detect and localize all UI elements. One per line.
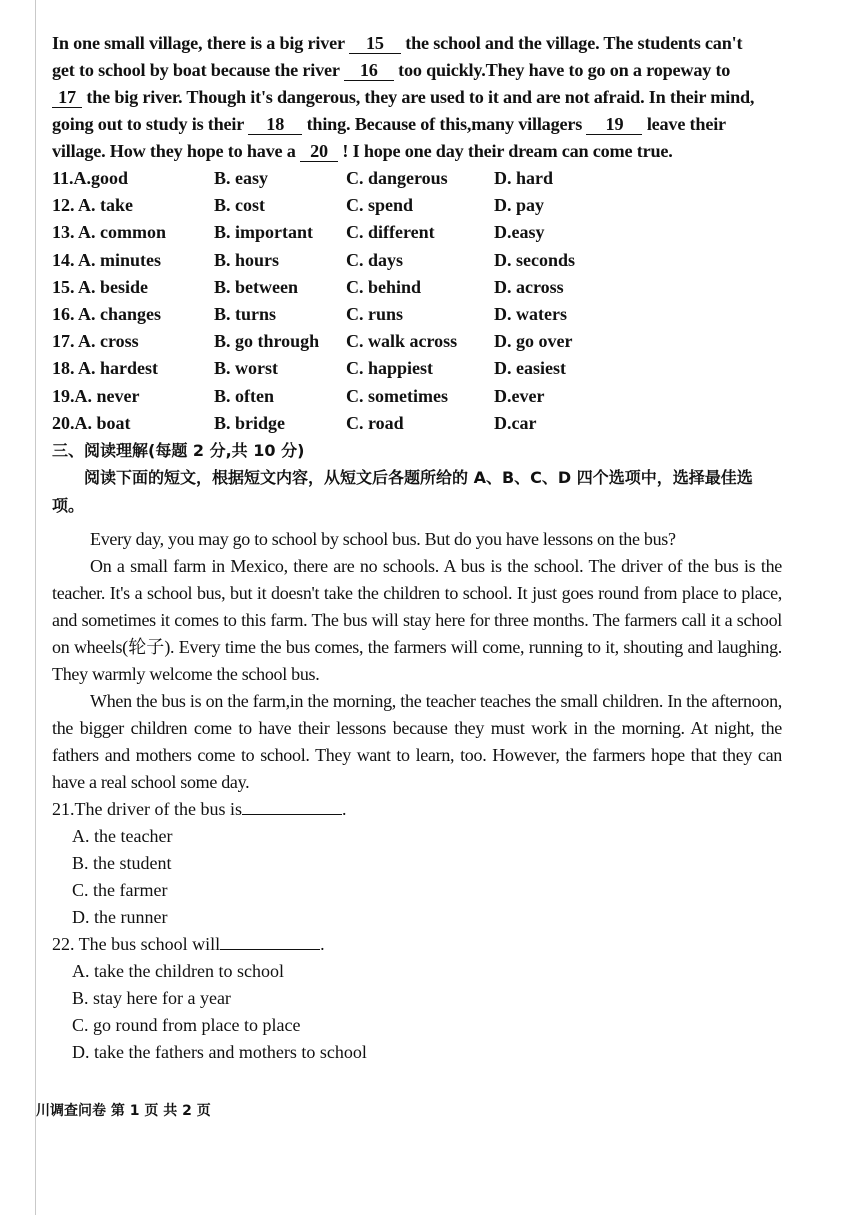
page-edge-line	[35, 0, 36, 1215]
option-a: 17. A. cross	[52, 331, 139, 352]
option-row-12	[52, 192, 782, 219]
option-c: C. days	[346, 249, 404, 270]
cloze-text: the school and the village. The students can't	[405, 33, 743, 53]
passage-paragraph-3: When the bus is on the farm,in the morning, the teacher teaches the small children. In the afternoon, the bigger children come to have their lessons because they must work in the morning. At night, the fathers and mothers come to school. They want to learn, too. However, the farmers hope that they can have a real school some day.	[52, 690, 782, 792]
blank-18: 18	[248, 114, 302, 135]
option-a: 11.A.good	[52, 168, 129, 189]
option-d: D.car	[494, 412, 537, 433]
choice-b: B. the student	[72, 852, 172, 873]
option-b: B. bridge	[214, 412, 286, 433]
option-a: 19.A. never	[52, 385, 140, 406]
option-d: D. go over	[494, 331, 573, 352]
option-d: D. waters	[494, 304, 567, 325]
option-a: 14. A. minutes	[52, 249, 162, 270]
option-d: D. hard	[494, 168, 554, 189]
option-c: C. dangerous	[346, 168, 448, 189]
cloze-line	[52, 84, 782, 111]
option-b: B. often	[214, 385, 274, 406]
passage-paragraph-1: Every day, you may go to school by school bus. But do you have lessons on the bus?	[90, 528, 676, 549]
cloze-line	[52, 57, 782, 84]
blank-17: 17	[52, 87, 82, 108]
choice-c: C. the farmer	[72, 879, 168, 900]
option-row-13	[52, 219, 782, 246]
question-stem: 21.The driver of the bus is	[52, 798, 242, 819]
blank-16: 16	[344, 60, 394, 81]
cloze-text: going out to study is their	[52, 114, 244, 134]
option-row-14	[52, 247, 782, 274]
cloze-text: ! I hope one day their dream can come true.	[342, 141, 673, 161]
cloze-text: thing. Because of this,many villagers	[306, 114, 583, 134]
option-d: D. across	[494, 276, 564, 297]
option-b: B. go through	[214, 331, 320, 352]
question-stem: 22. The bus school will	[52, 933, 221, 954]
option-row-20	[52, 410, 782, 437]
cloze-passage	[52, 30, 782, 165]
choice-a: A. the teacher	[72, 825, 173, 846]
option-b: B. important	[214, 222, 313, 243]
option-c: C. happiest	[346, 358, 434, 379]
option-c: C. road	[346, 412, 404, 433]
option-d: D.easy	[494, 222, 545, 243]
page-footer: 川调查问卷 第 1 页 共 2 页	[36, 1103, 211, 1119]
option-a: 12. A. take	[52, 195, 133, 216]
cloze-line	[52, 30, 782, 57]
cloze-text: In one small village, there is a big river	[52, 33, 345, 53]
choice-d: D. take the fathers and mothers to school	[72, 1041, 367, 1062]
option-d: D.ever	[494, 385, 545, 406]
choice-c: C. go round from place to place	[72, 1014, 301, 1035]
answer-line	[220, 931, 320, 950]
option-row-16	[52, 301, 782, 328]
option-c: C. walk across	[346, 331, 458, 352]
option-b: B. hours	[214, 249, 280, 270]
option-c: C. behind	[346, 276, 422, 297]
cloze-text: the big river. Though it's dangerous, they are used to it and are not afraid. In their mind,	[86, 87, 755, 107]
blank-20: 20	[300, 141, 338, 162]
option-a: 13. A. common	[52, 222, 166, 243]
cloze-text: leave their	[646, 114, 726, 134]
question-end: .	[341, 798, 347, 819]
option-b: B. easy	[214, 168, 268, 189]
blank-15: 15	[349, 33, 401, 54]
choice-b: B. stay here for a year	[72, 987, 231, 1008]
option-row-18	[52, 355, 782, 382]
option-b: B. between	[214, 276, 298, 297]
option-c: C. runs	[346, 304, 404, 325]
choice-a: A. take the children to school	[72, 960, 284, 981]
option-c: C. different	[346, 222, 435, 243]
option-c: C. sometimes	[346, 385, 448, 406]
question-end: .	[320, 933, 325, 954]
choice-d: D. the runner	[72, 906, 168, 927]
cloze-line	[52, 138, 782, 165]
cloze-line	[52, 111, 782, 138]
option-c: C. spend	[346, 195, 414, 216]
option-row-15	[52, 274, 782, 301]
option-d: D. seconds	[494, 249, 576, 270]
option-b: B. turns	[214, 304, 277, 325]
question-21	[52, 796, 782, 823]
option-a: 16. A. changes	[52, 304, 162, 325]
option-b: B. cost	[214, 195, 265, 216]
section-title: 三、阅读理解(每题 2 分,共 10 分)	[52, 440, 305, 460]
option-a: 15. A. beside	[52, 276, 149, 297]
option-b: B. worst	[214, 358, 278, 379]
option-row-11	[52, 165, 782, 192]
answer-line	[242, 796, 342, 815]
option-d: D. pay	[494, 195, 545, 216]
cloze-text: get to school by boat because the river	[52, 60, 340, 80]
question-22	[52, 931, 782, 958]
options-table	[52, 165, 782, 437]
passage-paragraph-2: On a small farm in Mexico, there are no schools. A bus is the school. The driver of the bus is the teacher. It's a school bus, but it doesn't take the children to school. It just goes round from place to place, and sometimes it comes to this farm. The bus will stay here for three months. The farmers call it a school on wheels(轮子). Every time the bus comes, the farmers will come, running to it, shouting and laughing. They warmly welcome the school bus.	[52, 555, 782, 684]
option-row-17	[52, 328, 782, 355]
section-instruction: 阅读下面的短文，根据短文内容，从短文后各题所给的 A、B、C、D 四个选项中，选择最佳选项。	[52, 467, 753, 515]
option-row-19	[52, 383, 782, 410]
option-a: 18. A. hardest	[52, 358, 159, 379]
cloze-text: too quickly.They have to go on a ropeway to	[398, 60, 731, 80]
blank-19: 19	[586, 114, 642, 135]
option-d: D. easiest	[494, 358, 566, 379]
exam-page	[52, 30, 782, 1066]
option-a: 20.A. boat	[52, 412, 131, 433]
cloze-text: village. How they hope to have a	[52, 141, 296, 161]
